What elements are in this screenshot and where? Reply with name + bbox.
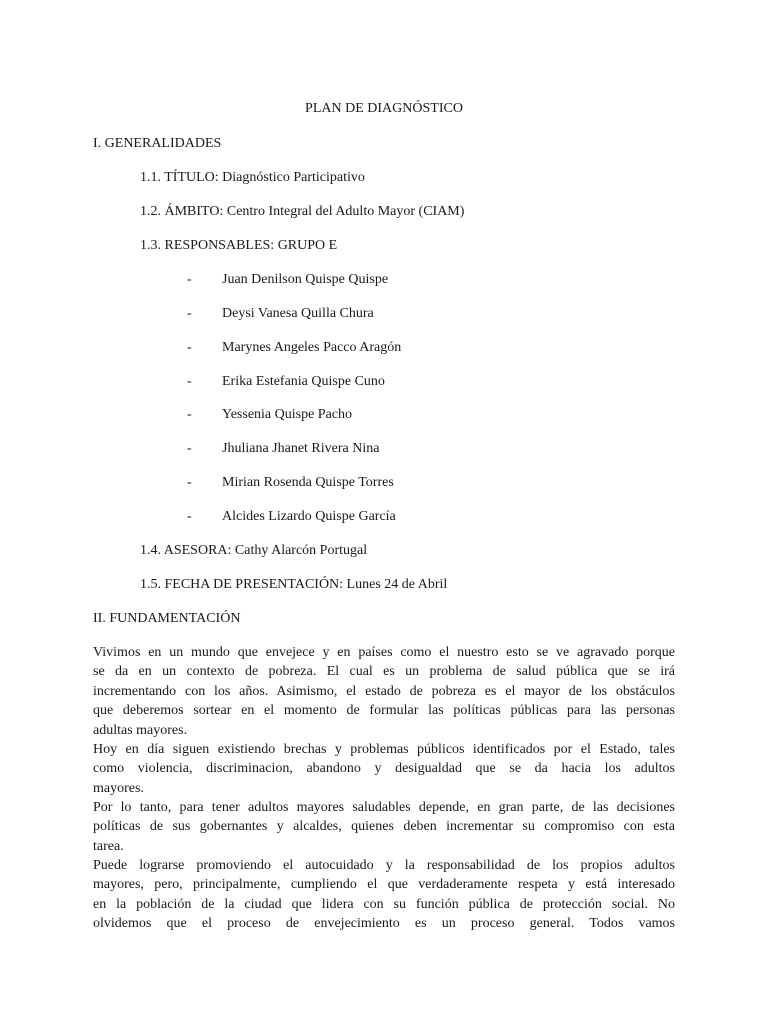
item-fecha: 1.5. FECHA DE PRESENTACIÓN: Lunes 24 de Abril xyxy=(140,577,448,592)
bullet-dash: - xyxy=(187,509,192,524)
member-item: Alcides Lizardo Quispe García xyxy=(222,509,396,524)
paragraph-3 xyxy=(93,798,675,856)
item-asesora: 1.4. ASESORA: Cathy Alarcón Portugal xyxy=(140,543,368,558)
member-item: Yessenia Quispe Pacho xyxy=(222,407,353,422)
document-title: PLAN DE DIAGNÓSTICO xyxy=(305,101,463,116)
bullet-dash: - xyxy=(187,340,192,355)
paragraph-line: políticas de sus gobernantes y alcaldes, quienes deben incrementar su compromiso con esta xyxy=(93,819,675,835)
bullet-dash: - xyxy=(187,441,192,456)
member-item: Marynes Angeles Pacco Aragón xyxy=(222,340,402,355)
paragraph-line: Hoy en día siguen existiendo brechas y problemas públicos identificados por el Estado, tales xyxy=(93,742,675,757)
paragraph-line: Por lo tanto, para tener adultos mayores saludables depende, en gran parte, de las decisiones xyxy=(93,800,675,815)
paragraph-4 xyxy=(93,856,675,934)
paragraph-line: mayores, pero, principalmente, cumpliendo el que verdaderamente respeta y está interesado xyxy=(93,877,675,893)
item-responsables: 1.3. RESPONSABLES: GRUPO E xyxy=(140,238,338,253)
paragraph-line: olvidemos que el proceso de envejecimiento es un proceso general. Todos vamos xyxy=(93,916,675,932)
item-titulo: 1.1. TÍTULO: Diagnóstico Participativo xyxy=(140,170,365,185)
bullet-dash: - xyxy=(187,306,192,321)
section-heading-fundamentacion: II. FUNDAMENTACIÓN xyxy=(93,611,241,626)
section-heading-generalidades: I. GENERALIDADES xyxy=(93,136,222,151)
member-item: Mirian Rosenda Quispe Torres xyxy=(222,475,394,490)
paragraph-line: Vivimos en un mundo que envejece y en países como el nuestro esto se ve agravado porque xyxy=(93,645,675,660)
member-item: Erika Estefania Quispe Cuno xyxy=(222,374,385,389)
member-item: Jhuliana Jhanet Rivera Nina xyxy=(222,441,380,456)
paragraph-line: tarea. xyxy=(93,838,124,854)
bullet-dash: - xyxy=(187,272,192,287)
member-item: Deysi Vanesa Quilla Chura xyxy=(222,306,374,321)
paragraph-line: como violencia, discriminacion, abandono y desigualdad que se da hacia los adultos xyxy=(93,761,675,777)
paragraph-1 xyxy=(93,643,675,740)
item-ambito: 1.2. ÁMBITO: Centro Integral del Adulto Mayor (CIAM) xyxy=(140,204,465,219)
paragraph-line: mayores. xyxy=(93,780,144,796)
member-item: Juan Denilson Quispe Quispe xyxy=(222,272,389,287)
bullet-dash: - xyxy=(187,475,192,490)
bullet-dash: - xyxy=(187,374,192,389)
paragraph-line: en la población de la ciudad que lidera con su función pública de protección social. No xyxy=(93,896,675,912)
paragraph-line: que deberemos sortear en el momento de formular las políticas públicas para las personas xyxy=(93,703,675,719)
bullet-dash: - xyxy=(187,407,192,422)
paragraph-2 xyxy=(93,740,675,798)
paragraph-line: incrementando con los años. Asimismo, el estado de pobreza es el mayor de los obstáculos xyxy=(93,683,675,699)
paragraph-line: Puede lograrse promoviendo el autocuidado y la responsabilidad de los propios adultos xyxy=(93,858,675,873)
paragraph-line: adultas mayores. xyxy=(93,722,188,738)
paragraph-line: se da en un contexto de pobreza. El cual es un problema de salud pública que se irá xyxy=(93,664,675,680)
